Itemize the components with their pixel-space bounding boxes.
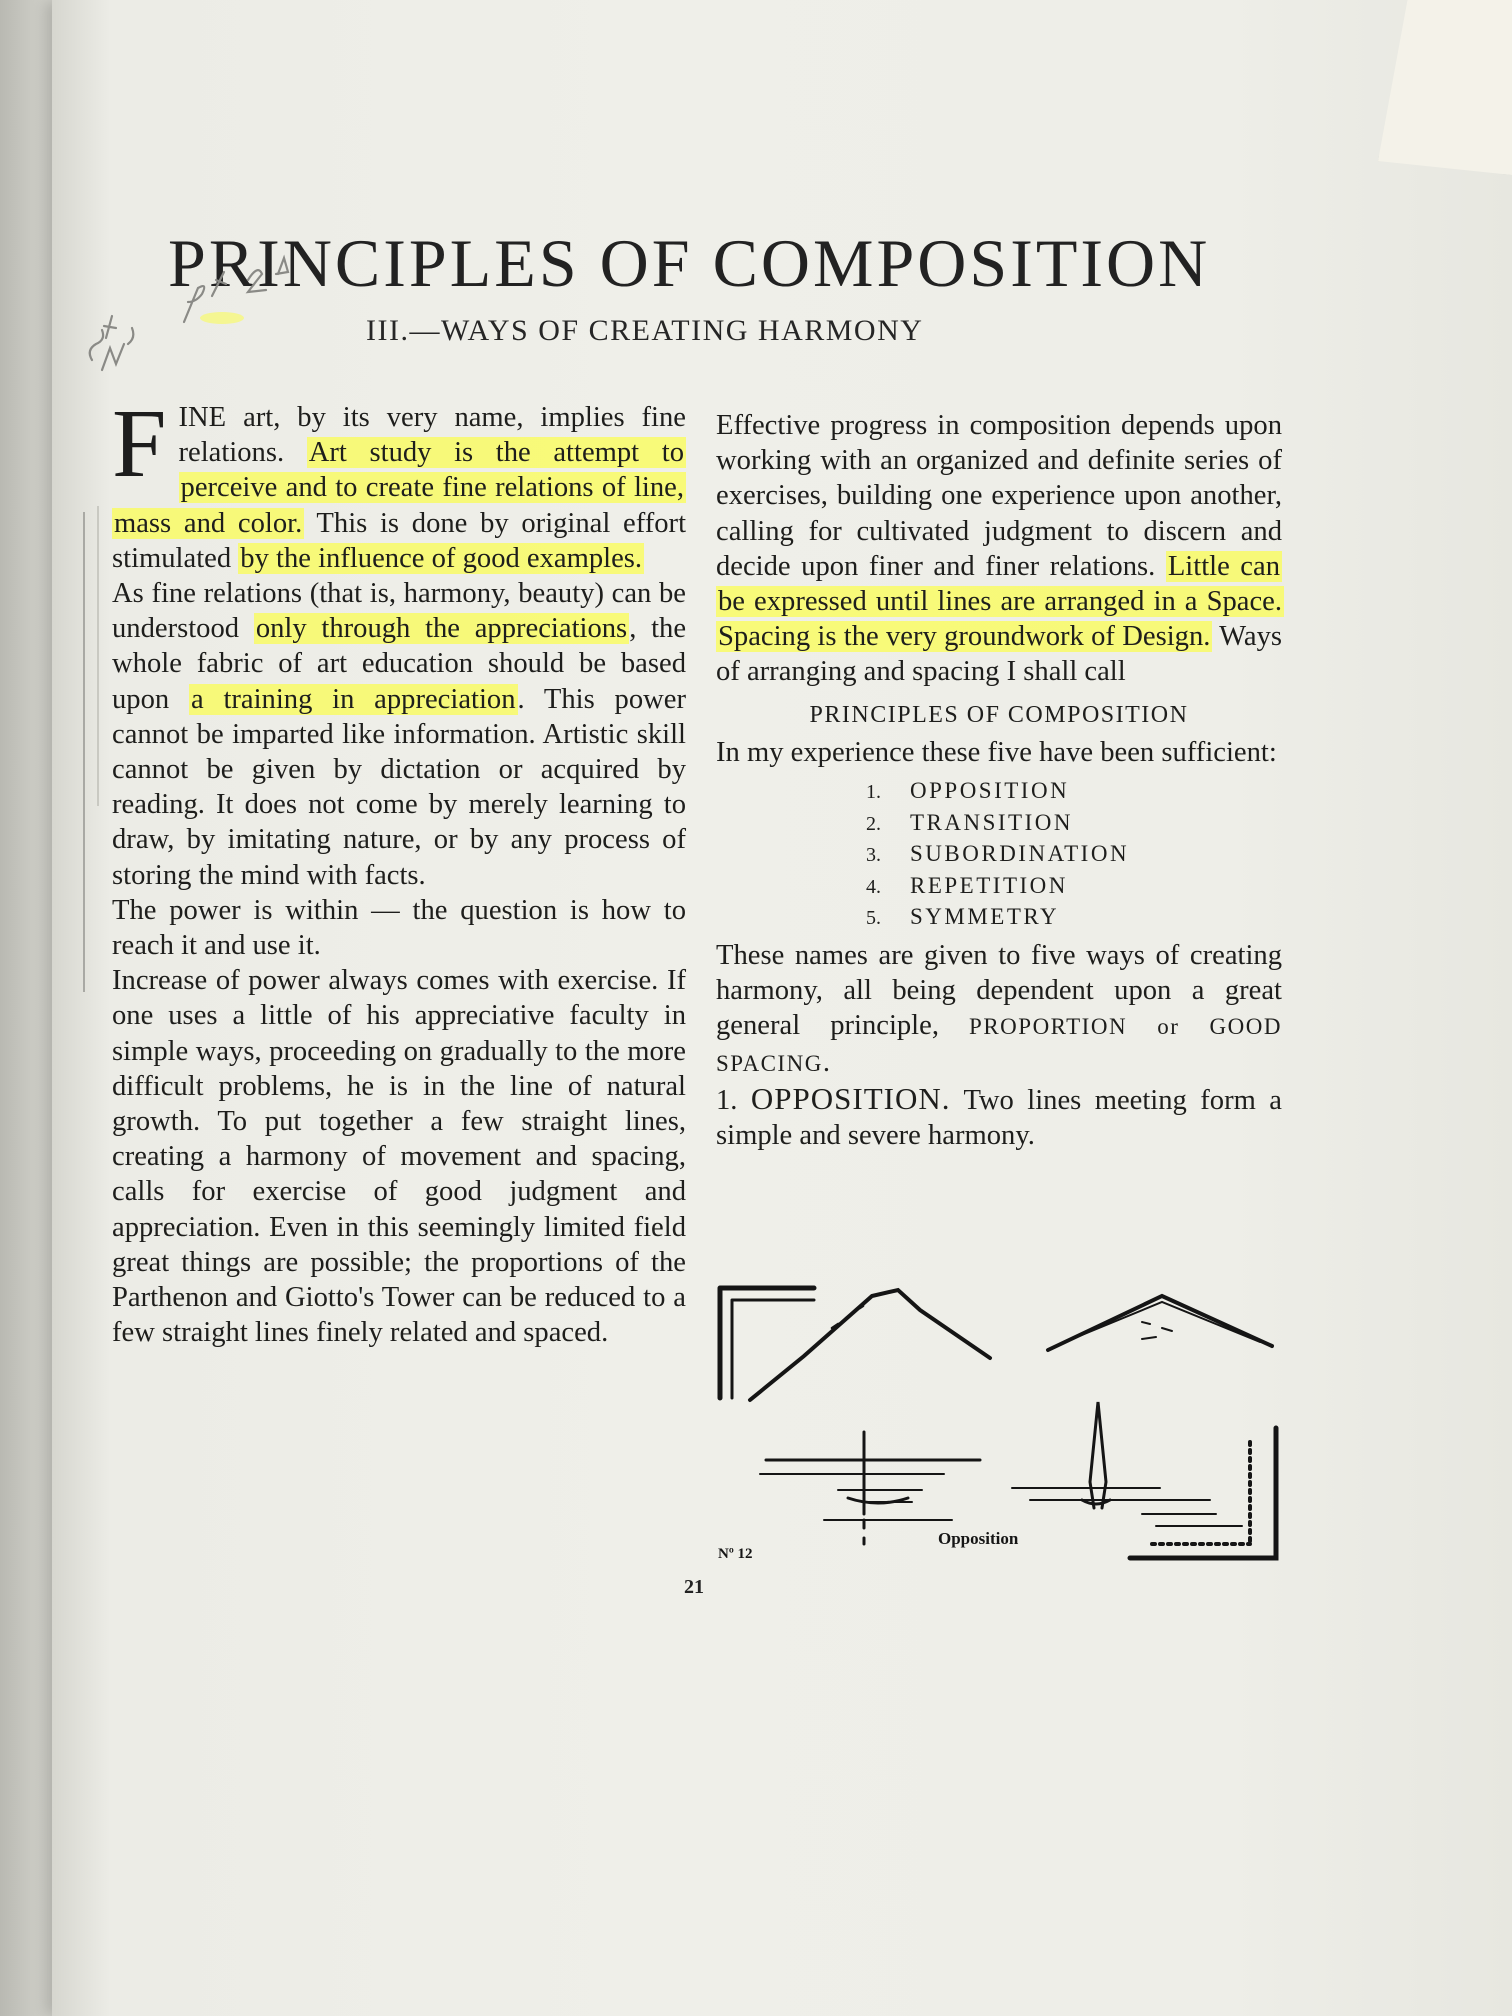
highlighted-text: a training in appreciation: [190, 683, 516, 715]
page-number: 21: [684, 1576, 704, 1598]
paragraph: [716, 408, 1282, 690]
principles-heading: PRINCIPLES OF COMPOSITION: [809, 701, 1189, 728]
paragraph: Increase of power always comes with exercise. If one uses a little of his appreciative faculty in simple ways, proceeding on gradually to the more difficult problems, he is in the line of natural growth. To put together a few straight lines, creating a harmony of movement and spacing, calls for exercise of good judgment and appreciation. Even in this seemingly limited field great things are possible; the proportions of the Parthenon and Giotto's Tower can be reduced to a few straight lines finely related and spaced.: [112, 965, 686, 1349]
list-item: 1. OPPOSITION: [866, 778, 1070, 804]
principles-list: [866, 776, 1282, 934]
text-run: INE art, by its very name, implies fine relations.: [178, 402, 686, 469]
text-run: Effective progress in composition depends upon working with an organized and definite series of exercises, building one experience upon another, calling for cultivated judgment to discern and decide upon finer and finer relations.: [716, 410, 1282, 582]
handwritten-note: [72, 240, 332, 390]
left-column: [112, 390, 687, 1350]
text-run: This is done by original effort stimulated: [112, 507, 687, 574]
text-run: . This power cannot be imparted like information. Artistic skill cannot be given by dictation or acquired by reading. It does not come by merely learning to draw, by imitating nature, or by any process of storing the mind with facts.: [112, 683, 686, 891]
drop-cap: F: [112, 390, 167, 498]
paragraph: [112, 576, 686, 893]
small-caps-text: PROPORTION or GOOD SPACING: [716, 1014, 1282, 1076]
plate-number: Nº 12: [718, 1546, 753, 1562]
page-edge: [0, 0, 52, 2016]
margin-pencil-line: [83, 512, 85, 992]
highlighted-text: Little can be expressed until lines are arranged in a Space.: [718, 550, 1282, 618]
figure-caption: Opposition: [938, 1529, 1019, 1548]
paragraph: [112, 390, 687, 576]
paragraph: In my experience these five have been sufficient:: [716, 736, 1277, 768]
section-number: 1.: [716, 1084, 738, 1116]
paragraph: The power is within — the question is how to reach it and use it.: [112, 894, 686, 962]
section-text: Two lines meeting form a simple and severe harmony.: [716, 1084, 1282, 1152]
opposition-illustration: [712, 1282, 1290, 1570]
list-item: 5. SYMMETRY: [866, 904, 1060, 930]
page-title: PRINCIPLES OF COMPOSITION: [168, 224, 1211, 301]
text-run: Ways of arranging and spacing I shall call: [716, 621, 1282, 688]
text-run: These names are given to five ways of creating harmony, all being dependent upon a great general principle,: [716, 940, 1282, 1042]
section-heading: [716, 1081, 1282, 1153]
text-run: .: [822, 1046, 830, 1078]
highlighted-text: Spacing is the very groundwork of Design.: [718, 621, 1211, 653]
chapter-subtitle: III.—WAYS OF CREATING HARMONY: [366, 314, 924, 347]
paragraph: [716, 938, 1282, 1081]
margin-pencil-line: [97, 506, 99, 806]
list-item: 3. SUBORDINATION: [866, 841, 1130, 867]
highlighted-text: only through the appreciations: [255, 613, 628, 645]
right-column: [716, 408, 1282, 1153]
text-run: , the whole fabric of art education should be based upon: [112, 613, 687, 715]
highlighted-text: by the influence of good examples.: [240, 542, 643, 574]
list-item: 4. REPETITION: [866, 872, 1068, 898]
list-item: 2. TRANSITION: [866, 809, 1073, 835]
text-run: As fine relations (that is, harmony, beauty) can be understood: [112, 578, 686, 645]
highlighted-text: Art study is the attempt to perceive and to create fine relations of line, mass and color.: [114, 437, 684, 539]
section-title: OPPOSITION.: [750, 1080, 951, 1116]
